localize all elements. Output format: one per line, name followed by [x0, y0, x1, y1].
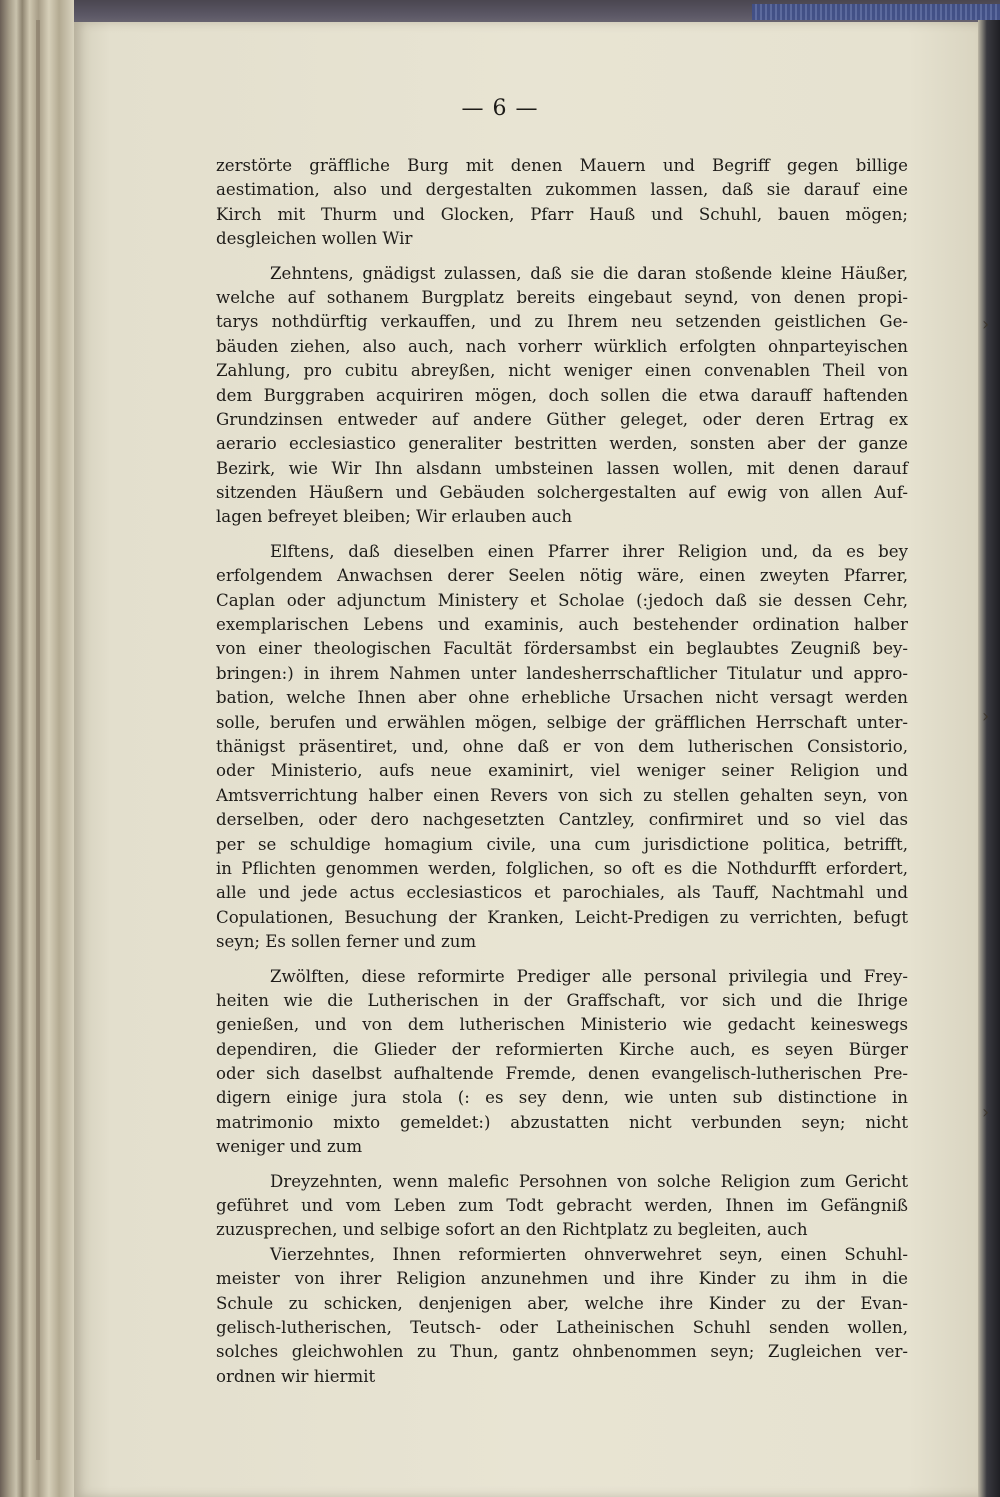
text-line: solches gleichwohlen zu Thun, gantz ohnbenommen seyn; Zugleichen ver-	[216, 1342, 908, 1362]
text-line: geführet und vom Leben zum Todt gebracht werden, Ihnen im Gefängniß	[216, 1196, 908, 1216]
text-line: welche auf sothanem Burgplatz bereits eingebaut seynd, von denen propi-	[216, 287, 908, 307]
margin-bracket-mark: ›	[982, 314, 990, 335]
text-line: digern einige jura stola (: es sey denn, wie unten sub distinctione in	[216, 1088, 908, 1108]
text-line: Vierzehntes, Ihnen reformierten ohnverwehret seyn, einen Schuhl-	[270, 1244, 908, 1264]
book-right-edge	[978, 20, 1000, 1497]
paragraph-zehntens	[216, 262, 908, 530]
book-spine-strip	[752, 4, 1000, 20]
document-body	[216, 154, 908, 1389]
paragraph-zwoelften	[216, 965, 908, 1160]
text-line: genießen, und von dem lutherischen Ministerio wie gedacht keineswegs	[216, 1015, 908, 1035]
text-line: bation, welche Ihnen aber ohne erhebliche Ursachen nicht versagt werden	[216, 688, 908, 708]
text-line: alle und jede actus ecclesiasticos et parochiales, als Tauff, Nachtmahl und	[216, 883, 908, 903]
text-line: gelisch-lutherischen, Teutsch- oder Latheinischen Schuhl senden wollen,	[216, 1317, 908, 1337]
text-line: dem Burggraben acquiriren mögen, doch sollen die etwa darauff haftenden	[216, 385, 908, 405]
text-line: Dreyzehnten, wenn malefic Persohnen von solche Religion zum Gericht	[270, 1171, 908, 1191]
text-line: oder Ministerio, aufs neue examinirt, viel weniger seiner Religion und	[216, 761, 908, 781]
text-line: exemplarischen Lebens und examinis, auch bestehender ordination halber	[216, 615, 908, 635]
book-page-edges	[0, 0, 74, 1497]
text-line: sitzenden Häußern und Gebäuden solchergestalten auf ewig von allen Auf-	[216, 483, 908, 503]
text-line: solle, berufen und erwählen mögen, selbige der gräfflichen Herrschaft unter-	[216, 712, 908, 732]
paragraph-continuation	[216, 154, 908, 252]
text-line: per se schuldige homagium civile, una cum jurisdictione politica, betrifft,	[216, 834, 908, 854]
text-line: bringen:) in ihrem Nahmen unter landesherrschaftlicher Titulatur und appro-	[216, 663, 908, 683]
text-line: Zahlung, pro cubitu abreyßen, nicht weniger einen convenablen Theil von	[216, 361, 908, 381]
text-line: Amtsverrichtung halber einen Revers von sich zu stellen gehalten seyn, von	[216, 785, 908, 805]
text-line: tarys nothdürftig verkauffen, und zu Ihrem neu setzenden geistlichen Ge-	[216, 312, 908, 332]
text-line: in Pflichten genommen werden, folglichen, so oft es die Nothdurfft erfordert,	[216, 858, 908, 878]
text-line: ordnen wir hiermit	[216, 1366, 376, 1386]
text-line: Grundzinsen entweder auf andere Güther geleget, oder deren Ertrag ex	[216, 409, 908, 429]
text-line: erfolgendem Anwachsen derer Seelen nötig wäre, einen zweyten Pfarrer,	[216, 566, 908, 586]
text-line: Elftens, daß dieselben einen Pfarrer ihrer Religion und, da es bey	[270, 541, 908, 561]
text-line: heiten wie die Lutherischen in der Graffschaft, vor sich und die Ihrige	[216, 990, 908, 1010]
text-line: Copulationen, Besuchung der Kranken, Leicht-Predigen zu verrichten, befugt	[216, 907, 908, 927]
text-line: aestimation, also und dergestalten zukommen lassen, daß sie darauf eine	[216, 180, 908, 200]
text-line: Zehntens, gnädigst zulassen, daß sie die daran stoßende kleine Häußer,	[270, 263, 908, 283]
text-line: desgleichen wollen Wir	[216, 229, 413, 249]
text-line: von einer theologischen Facultät fördersambst ein beglaubtes Zeugniß bey-	[216, 639, 908, 659]
paragraph-vierzehntes	[216, 1243, 908, 1389]
text-line: derselben, oder dero nachgesetzten Cantzley, confirmiret und so viel das	[216, 810, 908, 830]
margin-bracket-mark: ›	[982, 1102, 990, 1123]
text-line: Zwölften, diese reformirte Prediger alle personal privilegia und Frey-	[270, 966, 908, 986]
text-line: Caplan oder adjunctum Ministery et Scholae (:jedoch daß sie dessen Cehr,	[216, 590, 908, 610]
text-line: zerstörte gräffliche Burg mit denen Mauern und Begriff gegen billige	[216, 156, 908, 175]
page-number: — 6 —	[461, 96, 539, 121]
text-line: meister von ihrer Religion anzunehmen und ihre Kinder zu ihm in die	[216, 1269, 908, 1289]
text-line: matrimonio mixto gemeldet:) abzustatten nicht verbunden seyn; nicht	[216, 1112, 908, 1132]
text-line: Kirch mit Thurm und Glocken, Pfarr Hauß und Schuhl, bauen mögen;	[216, 204, 908, 224]
text-line: thänigst präsentiret, und, ohne daß er von dem lutherischen Consistorio,	[216, 736, 908, 756]
text-line: bäuden ziehen, also auch, nach vorherr würklich erfolgten ohnparteyischen	[216, 336, 908, 356]
text-line: Schule zu schicken, denjenigen aber, welche ihre Kinder zu der Evan-	[216, 1293, 908, 1313]
text-line: oder sich daselbst aufhaltende Fremde, denen evangelisch-lutherischen Pre-	[216, 1064, 908, 1084]
paragraph-dreyzehnten	[216, 1170, 908, 1243]
text-line: weniger und zum	[216, 1137, 363, 1157]
text-line: zuzusprechen, und selbige sofort an den Richtplatz zu begleiten, auch	[216, 1220, 808, 1240]
text-line: seyn; Es sollen ferner und zum	[216, 932, 477, 952]
margin-bracket-mark: ›	[982, 706, 990, 727]
text-line: dependiren, die Glieder der reformierten Kirche auch, es seyen Bürger	[216, 1039, 908, 1059]
text-line: Bezirk, wie Wir Ihn alsdann umbsteinen lassen wollen, mit denen darauf	[216, 458, 908, 478]
text-line: lagen befreyet bleiben; Wir erlauben auch	[216, 507, 573, 527]
paragraph-elftens	[216, 540, 908, 955]
text-line: aerario ecclesiastico generaliter bestritten werden, sonsten aber der ganze	[216, 434, 908, 454]
